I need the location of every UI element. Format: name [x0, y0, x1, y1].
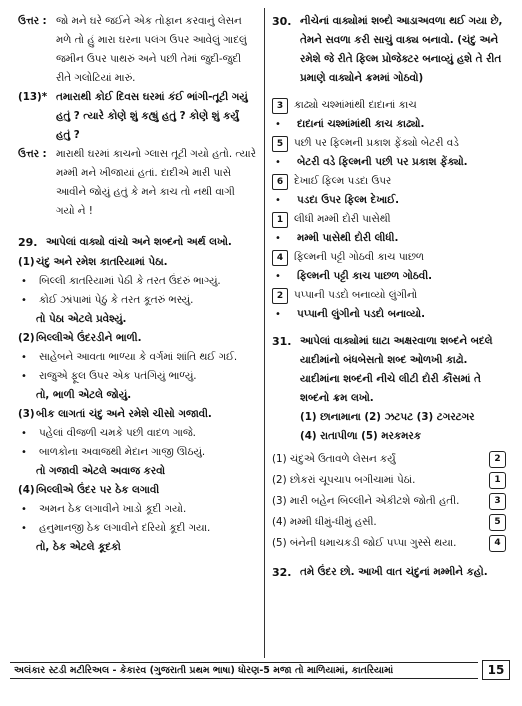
- answer-2: [18, 145, 256, 221]
- item-text: અમન ઠેક લગાવીને ખાડો કૂદી ગયો.: [39, 503, 187, 515]
- list-item: [18, 481, 256, 500]
- answer-text: જો મને ઘરે જઈને એક તોફાન કરવાનું લેસન મળે તો હું મારા ઘરના પલંગ ઉપર આવેલું ગાદલું જમીન ઉપર પાથરું અને પછી તેમાં જુદી-જુદી રીતે ગલોટિયાં મારું.: [56, 15, 247, 84]
- list-item: [272, 513, 506, 532]
- list-item: [272, 96, 506, 115]
- order-box: 4: [272, 250, 288, 266]
- item-label: (1): [18, 256, 35, 268]
- question-30-items: [272, 96, 506, 324]
- list-item: [18, 443, 256, 462]
- list-item: [18, 348, 256, 367]
- bullet: •: [275, 119, 281, 130]
- item-text: બિલ્લીએ ઉંદર પર ઠેક લગાવી: [36, 484, 160, 496]
- list-item: [18, 538, 256, 557]
- list-item: [272, 210, 506, 229]
- question-31: [272, 332, 506, 408]
- right-column: [272, 12, 506, 583]
- item-text: લીધી મમ્મી દોરી પાસેથી: [294, 213, 391, 225]
- question-number: 29.: [18, 236, 38, 249]
- list-item: [272, 191, 506, 210]
- list-item: [18, 329, 256, 348]
- left-column: [18, 12, 256, 557]
- question-number: 32.: [272, 566, 292, 579]
- list-item: [272, 450, 506, 469]
- list-item: [18, 500, 256, 519]
- page-footer: [10, 660, 510, 680]
- item-text: બેટરી વડે ફિલ્મની પછી પર પ્રકાશ ફેંક્યો.: [297, 156, 468, 168]
- item-text: પડદા ઉપર ફિલ્મ દેખાઈ.: [297, 194, 400, 206]
- bullet: •: [275, 233, 281, 244]
- question-31-items: [272, 450, 506, 553]
- question-number: 31.: [272, 335, 292, 348]
- answer-box: 5: [489, 514, 506, 531]
- list-item: [272, 471, 506, 490]
- item-text: કાઢ્યો ચશ્માંમાંથી દાદાનાં કાચ: [294, 99, 417, 111]
- word-list-1: (1) છાનામાના (2) ઝટપટ (3) ટગરટગર: [300, 411, 475, 423]
- item-text: મમ્મી પાસેથી દોરી લીધી.: [297, 232, 399, 244]
- item-text: પપ્પાની પડદો બનાવ્યો લુંગીનો: [294, 289, 418, 301]
- answer-label: ઉત્તર :: [18, 148, 47, 160]
- item-label: (2): [18, 332, 35, 344]
- bullet: •: [21, 447, 27, 458]
- item-text: કોઈ ઝાંપામાં પેઠું કે તરત કૂતરું ભસ્યું.: [39, 294, 194, 306]
- list-item: [272, 305, 506, 324]
- bullet: •: [21, 371, 27, 382]
- item-text: પપ્પાની લુંગીનો પડદો બનાવ્યો.: [297, 308, 426, 320]
- answer-text: મારાથી ઘરમાં કાચનો ગ્લાસ તૂટી ગયો હતો. ત્યારે મમ્મી મને ખીજાયાં હતાં. દાદીએ મારી પાસે આવીને જોયું હતું કે મને કાચ તો નથી વાગી ગયો ને !: [56, 148, 256, 217]
- item-text: બીક લાગતાં ચંદુ અને રમેશે ચીસો ગજાવી.: [36, 408, 212, 420]
- question-number: (13)*: [18, 91, 48, 103]
- question-text: નીચેનાં વાક્યોમાં શબ્દો આડાઅવળા થઈ ગયા છે, તેમને સવળા કરી સાચું વાક્ય બનાવો. (ચંદુ અને રમેશે જે રીતે ફિલ્મ પ્રોજેક્ટર બનાવ્યું હશે તે રીત પ્રમાણે વાક્યોને ક્રમમાં ગોઠવો): [300, 15, 503, 84]
- order-box: 5: [272, 136, 288, 152]
- answer-box: 2: [489, 451, 506, 468]
- item-label: (3): [18, 408, 35, 420]
- list-item: [272, 492, 506, 511]
- item-text: રાજુએ ફૂલ ઉપર એક પતંગિયું ભાળ્યું.: [39, 370, 197, 382]
- item-text: (5) બંનેની ધમાચકડી જોઈ પપ્પા ગુસ્સે થયા.: [272, 537, 457, 549]
- question-text: તમે ઉંદર છો. આખી વાત ચંદુનાં મમ્મીને કહો.: [300, 566, 488, 578]
- item-text: ચંદુ અને રમેશ કાતરિયામાં પેઠા.: [36, 256, 168, 268]
- list-item: [18, 386, 256, 405]
- item-text: તો પેઠા એટલે પ્રવેશ્યું.: [36, 313, 127, 325]
- word-list-2: (4) રાતાપીળા (5) મરકમરક: [300, 430, 422, 442]
- item-text: ફિલ્મની પટ્ટી ગોઠવી કાચ પાછળ: [294, 251, 424, 263]
- item-text: સાહેબને આવતા ભાળ્યા કે વર્ગમાં શાંતિ થઈ ગઈ.: [39, 351, 238, 363]
- bullet: •: [21, 352, 27, 363]
- order-box: 1: [272, 212, 288, 228]
- list-item: [18, 253, 256, 272]
- order-box: 2: [272, 288, 288, 304]
- list-item: [272, 286, 506, 305]
- list-item: [272, 534, 506, 553]
- list-item: [272, 153, 506, 172]
- item-text: બિલ્લીએ ઉંદરડીને ભાળી.: [36, 332, 142, 344]
- question-29: [18, 233, 256, 253]
- bullet: •: [21, 504, 27, 515]
- item-text: પહેલાં વીજળી ચમકે પછી વાદળ ગાજે.: [39, 427, 196, 439]
- bullet: •: [21, 295, 27, 306]
- item-text: તો, ભાળી એટલે જોયું.: [36, 389, 132, 401]
- item-text: તો ગજાવી એટલે અવાજ કરવો: [36, 465, 166, 477]
- question-13: [18, 88, 256, 145]
- footer-text: અલંકાર સ્ટડી મટીરિઅલ - કેકારવ (ગુજરાતી પ્રથમ ભાષા) ધોરણ-5 મજા તો માળિયામાં, કાતરિયામાં: [10, 662, 478, 679]
- list-item: [18, 462, 256, 481]
- order-box: 6: [272, 174, 288, 190]
- item-text: (4) મમ્મી ધીમું-ધીમું હસી.: [272, 516, 377, 528]
- answer-box: 3: [489, 493, 506, 510]
- list-item: [18, 272, 256, 291]
- list-item: [18, 405, 256, 424]
- bullet: •: [21, 523, 27, 534]
- item-text: બાળકોના અવાજથી મેદાન ગાજી ઊઠયું.: [39, 446, 206, 458]
- answer-box: 4: [489, 535, 506, 552]
- question-number: 30.: [272, 15, 292, 28]
- list-item: [272, 267, 506, 286]
- item-label: (4): [18, 484, 35, 496]
- question-32: [272, 563, 506, 583]
- page-number: 15: [482, 660, 510, 680]
- bullet: •: [275, 271, 281, 282]
- bullet: •: [21, 428, 27, 439]
- bullet: •: [21, 276, 27, 287]
- order-box: 3: [272, 98, 288, 114]
- column-divider: [264, 8, 265, 658]
- list-item: [18, 310, 256, 329]
- item-text: (2) છોકરાં ચૂપચાપ બગીચામાં પેઠાં.: [272, 474, 416, 486]
- list-item: [18, 519, 256, 538]
- question-text: આપેલાં વાક્યો વાંચો અને શબ્દનો અર્થ લખો.: [46, 236, 232, 248]
- question-text: આપેલાં વાક્યોમાં ઘાટા અક્ષરવાળા શબ્દને બદલે યાદીમાંનો બંધબેસતો શબ્દ ઓળખી કાઢો. યાદીમાંના શબ્દની નીચે લીટી દોરી કૌંસમાં તે શબ્દનો ક્રમ લખો.: [300, 335, 493, 404]
- list-item: [272, 134, 506, 153]
- bullet: •: [275, 309, 281, 320]
- item-text: (1) ચંદુએ ઉતાવળે લેસન કર્યું: [272, 453, 396, 465]
- answer-1: [18, 12, 256, 88]
- list-item: [272, 248, 506, 267]
- answer-box: 1: [489, 472, 506, 489]
- item-text: ફિલ્મની પટ્ટી કાચ પાછળ ગોઠવી.: [297, 270, 433, 282]
- list-item: [18, 291, 256, 310]
- list-item: [272, 115, 506, 134]
- question-30: [272, 12, 506, 88]
- item-text: પછી પર ફિલ્મની પ્રકાશ ફેંક્યો બેટરી વડે: [294, 137, 459, 149]
- list-item: [18, 424, 256, 443]
- item-text: દેખાઈ ફિલ્મ પડદા ઉપર: [294, 175, 392, 187]
- item-text: તો, ઠેક એટલે કૂદકો: [36, 541, 121, 553]
- list-item: [18, 367, 256, 386]
- answer-label: ઉત્તર :: [18, 15, 47, 27]
- item-text: (3) મારી બહેન બિલ્લીને એકીટશે જોતી હતી.: [272, 495, 460, 507]
- list-item: [272, 229, 506, 248]
- list-item: [272, 172, 506, 191]
- item-text: દાદાનાં ચશ્માંમાંથી કાચ કાઢ્યો.: [297, 118, 425, 130]
- question-text: તમારાથી કોઈ દિવસ ઘરમાં કંઈ ભાંગી-તૂટી ગયું હતું ? ત્યારે કોણે શું કહ્યું હતું ? કોણે શું કર્યું હતું ?: [56, 91, 248, 141]
- item-text: બિલ્લી કાતરિયામાં પેઠી કે તરત ઉંદરું ભાગ્યું.: [39, 275, 221, 287]
- question-29-items: [18, 253, 256, 557]
- bullet: •: [275, 157, 281, 168]
- item-text: હનુમાનજી ઠેક લગાવીને દરિયો કૂદી ગયા.: [39, 522, 211, 534]
- bullet: •: [275, 195, 281, 206]
